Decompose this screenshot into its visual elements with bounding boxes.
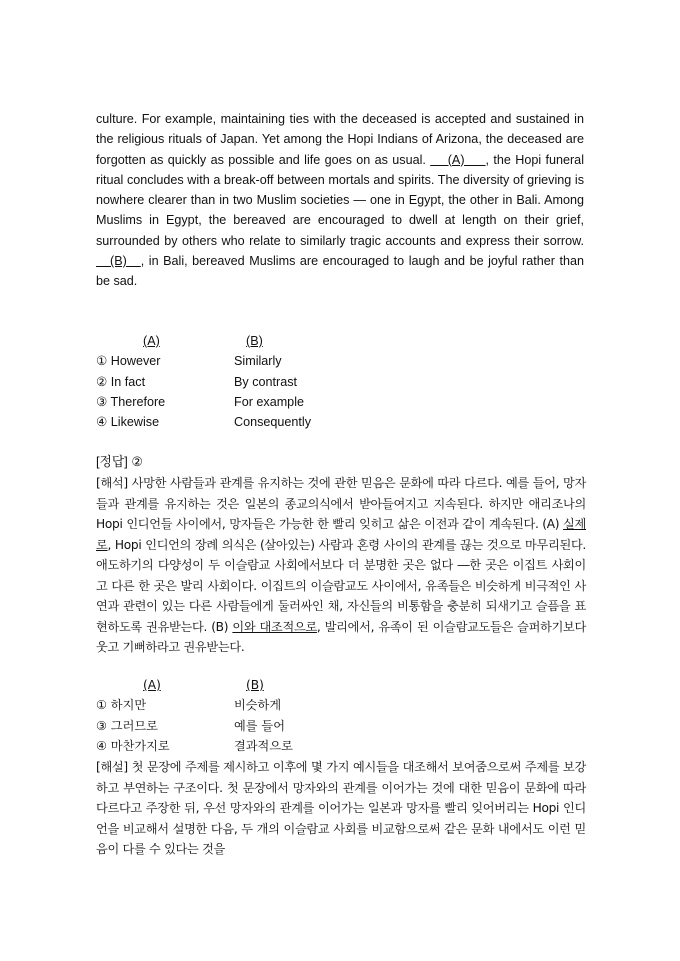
- reading-passage: [96, 109, 584, 292]
- blank-b: (B): [96, 254, 141, 269]
- commentary-paragraph: [해설] 첫 문장에 주제를 제시하고 이후에 몇 가지 예시들을 대조해서 보여줌으로써 주제를 보강하고 부연하는 구조이다. 첫 문장에서 망자와의 관계를 이어가는 것에 대한 믿음이 문화에 따라 다르다고 주장한 뒤, 우선 망자와의 관계를 이어가는 일본과 망자를 빨리 잊어버리는 Hopi 인디언을 비교해서 설명한 다음, 두 개의 이슬람교 사회를 비교함으로써 같은 문화 내에서도 이런 믿음이 다를 수 있다는 것을: [96, 760, 586, 856]
- choices-header-a: (A): [143, 334, 160, 348]
- choice-3-a: ③ Therefore: [96, 394, 166, 409]
- passage-paragraph: [96, 109, 584, 292]
- korean-header-a: (A): [143, 678, 161, 692]
- choice-2-b: By contrast: [234, 374, 297, 389]
- choice-4-a: ④ Likewise: [96, 415, 160, 430]
- korean-choice-3-a: ③ 그러므로: [96, 718, 158, 733]
- choices-header-b: (B): [246, 334, 263, 348]
- translation-underline-b: 이와 대조적으로: [232, 619, 317, 634]
- translation-underline-a: 실제로: [96, 517, 586, 552]
- korean-choice-1-b: 비슷하게: [234, 698, 282, 713]
- choice-2-a: ② In fact: [96, 374, 146, 389]
- blank-a: (A): [430, 152, 486, 167]
- translation-text-1: [해석] 사망한 사람들과 관계를 유지하는 것에 관한 믿음은 문화에 따라 다르다. 예를 들어, 망자들과 관계를 유지하는 것은 일본의 종교의식에서 받아들여지고 지속된다. 하지만 애리조나의 Hopi 인디언들 사이에서, 망자들은 가능한 한 빨리 잊히고 삶은 이전과 같이 계속된다. (A): [96, 476, 586, 531]
- korean-choice-1-a: ① 하지만: [96, 698, 147, 713]
- passage-text-1: culture. For example, maintaining ties with the deceased is accepted and sustained in the religious rituals of Japan. Yet among the Hopi Indians of Arizona, the deceased are forgotten as quickly as possible and life goes on as usual.: [96, 112, 584, 167]
- choice-3-b: For example: [234, 394, 304, 409]
- choice-1-b: Similarly: [234, 354, 282, 369]
- translation-text-2: , Hopi 인디언의 장례 의식은 (살아있는) 사람과 혼령 사이의 관계를 끊는 것으로 마무리된다. 애도하기의 다양성이 두 이슬람교 사회에서보다 더 분명한 곳은 없다 ―한 곳은 이집트 사회이고 다른 한 곳은 발리 사회이다. 이집트의 이슬람교도 사이에서, 유족들은 비슷하게 비극적인 사연과 관련이 있는 다른 사람들에게 둘러싸인 채, 자신들의 비통함을 충분히 되새기고 슬픔을 표현하도록 권유받는다. (B): [96, 537, 586, 634]
- translation-text-3: , 발리에서, 유족이 된 이슬람교도들은 슬퍼하기보다 웃고 기뻐하라고 권유받는다.: [96, 619, 586, 654]
- translation-paragraph: [96, 473, 586, 658]
- korean-choice-4-a: ④ 마찬가지로: [96, 738, 170, 753]
- korean-choice-4-b: 결과적으로: [234, 738, 293, 753]
- passage-text-2: , the Hopi funeral ritual concludes with a break-off between mortals and spirits. The diversity of grieving is nowhere clearer than in two Muslim societies — one in Egypt, the other in Bali. Among Muslims in Egypt, the bereaved are encouraged to dwell at length on their grief, surrounded by others who relate to similarly tragic accounts and express their sorrow.: [96, 152, 584, 248]
- passage-text-3: , in Bali, bereaved Muslims are encouraged to laugh and be joyful rather than be sad.: [96, 254, 584, 289]
- choice-4-b: Consequently: [234, 415, 312, 430]
- korean-choice-3-b: 예를 들어: [234, 718, 285, 733]
- choice-1-a: ① However: [96, 354, 161, 369]
- answer-line: [정답] ②: [96, 454, 143, 469]
- korean-header-b: (B): [246, 678, 264, 692]
